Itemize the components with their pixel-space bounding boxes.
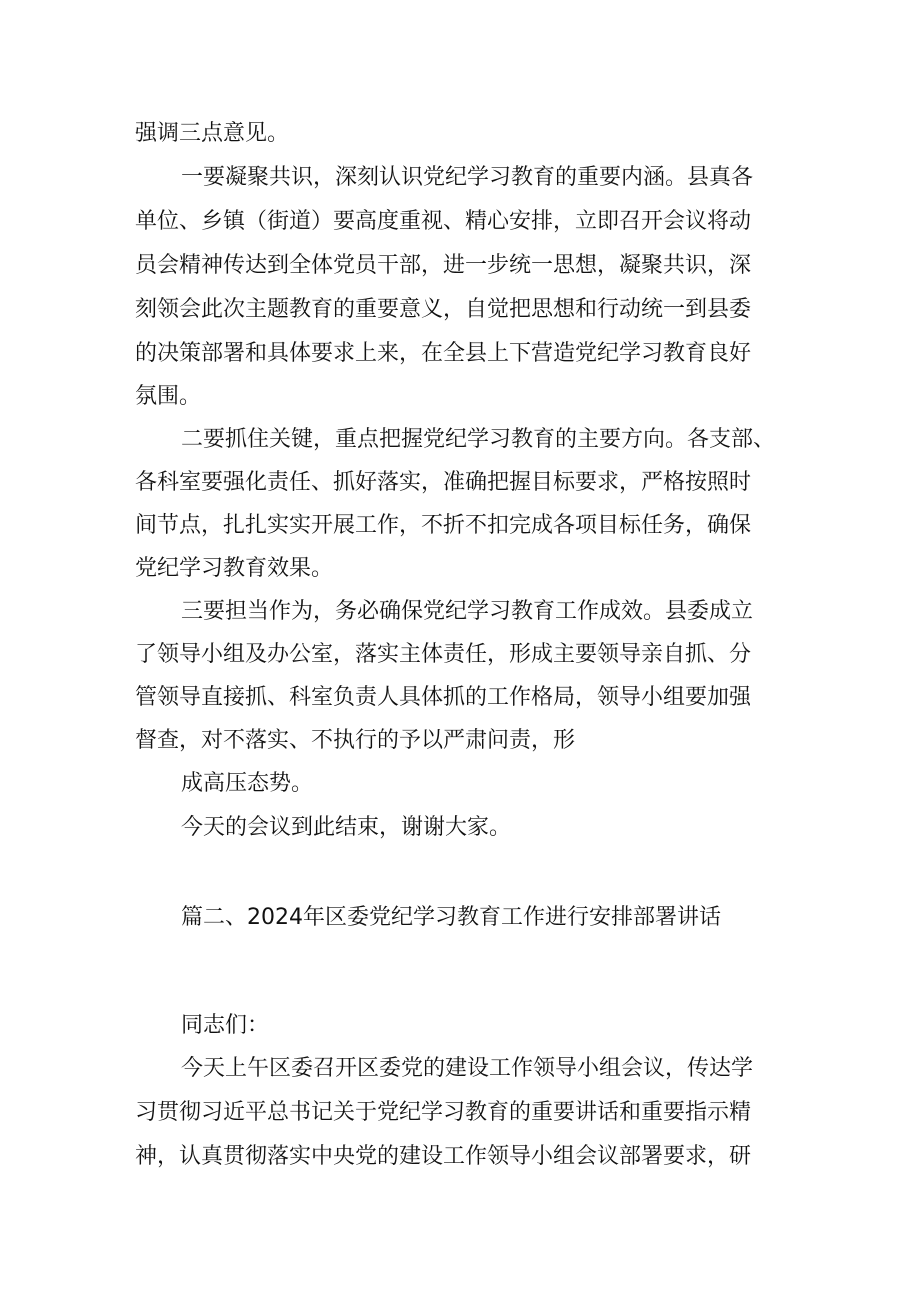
text-line: 刻领会此次主题教育的重要意义，自觉把思想和行动统一到县委 xyxy=(135,297,752,322)
section-heading: 篇二、2024年区委党纪学习教育工作进行安排部署讲话 xyxy=(181,905,721,930)
text-line: 管领导直接抓、科室负责人具体抓的工作格局，领导小组要加强 xyxy=(135,685,752,710)
text-line: 二要抓住关键，重点把握党纪学习教育的主要方向。各支部、 xyxy=(181,427,776,452)
text-line: 今天的会议到此结束，谢谢大家。 xyxy=(181,815,512,840)
text-line: 党纪学习教育效果。 xyxy=(135,556,334,581)
text-line: 习贯彻习近平总书记关于党纪学习教育的重要讲话和重要指示精 xyxy=(135,1100,752,1125)
text-line: 各科室要强化责任、抓好落实，准确把握目标要求，严格按照时 xyxy=(135,470,752,495)
text-line: 员会精神传达到全体党员干部，进一步统一思想，凝聚共识，深 xyxy=(135,253,752,278)
text-line: 一要凝聚共识，深刻认识党纪学习教育的重要内涵。县真各 xyxy=(181,165,754,190)
text-line: 今天上午区委召开区委党的建设工作领导小组会议，传达学 xyxy=(181,1056,754,1081)
text-line: 氛围。 xyxy=(135,384,202,409)
text-line: 单位、乡镇（街道）要高度重视、精心安排，立即召开会议将动 xyxy=(135,209,752,234)
text-line: 了领导小组及办公室，落实主体责任，形成主要领导亲自抓、分 xyxy=(135,642,752,667)
salutation: 同志们： xyxy=(181,1013,270,1038)
text-line: 间节点，扎扎实实开展工作，不折不扣完成各项目标任务，确保 xyxy=(135,513,752,538)
text-line: 的决策部署和具体要求上来，在全县上下营造党纪学习教育良好 xyxy=(135,341,752,366)
text-line: 成高压态势。 xyxy=(181,771,314,796)
text-line: 强调三点意见。 xyxy=(135,121,290,146)
text-line: 督查，对不落实、不执行的予以严肃问责，形 xyxy=(135,728,576,753)
text-line: 三要担当作为，务必确保党纪学习教育工作成效。县委成立 xyxy=(181,599,754,624)
text-line: 神，认真贯彻落实中央党的建设工作领导小组会议部署要求，研 xyxy=(135,1144,752,1169)
